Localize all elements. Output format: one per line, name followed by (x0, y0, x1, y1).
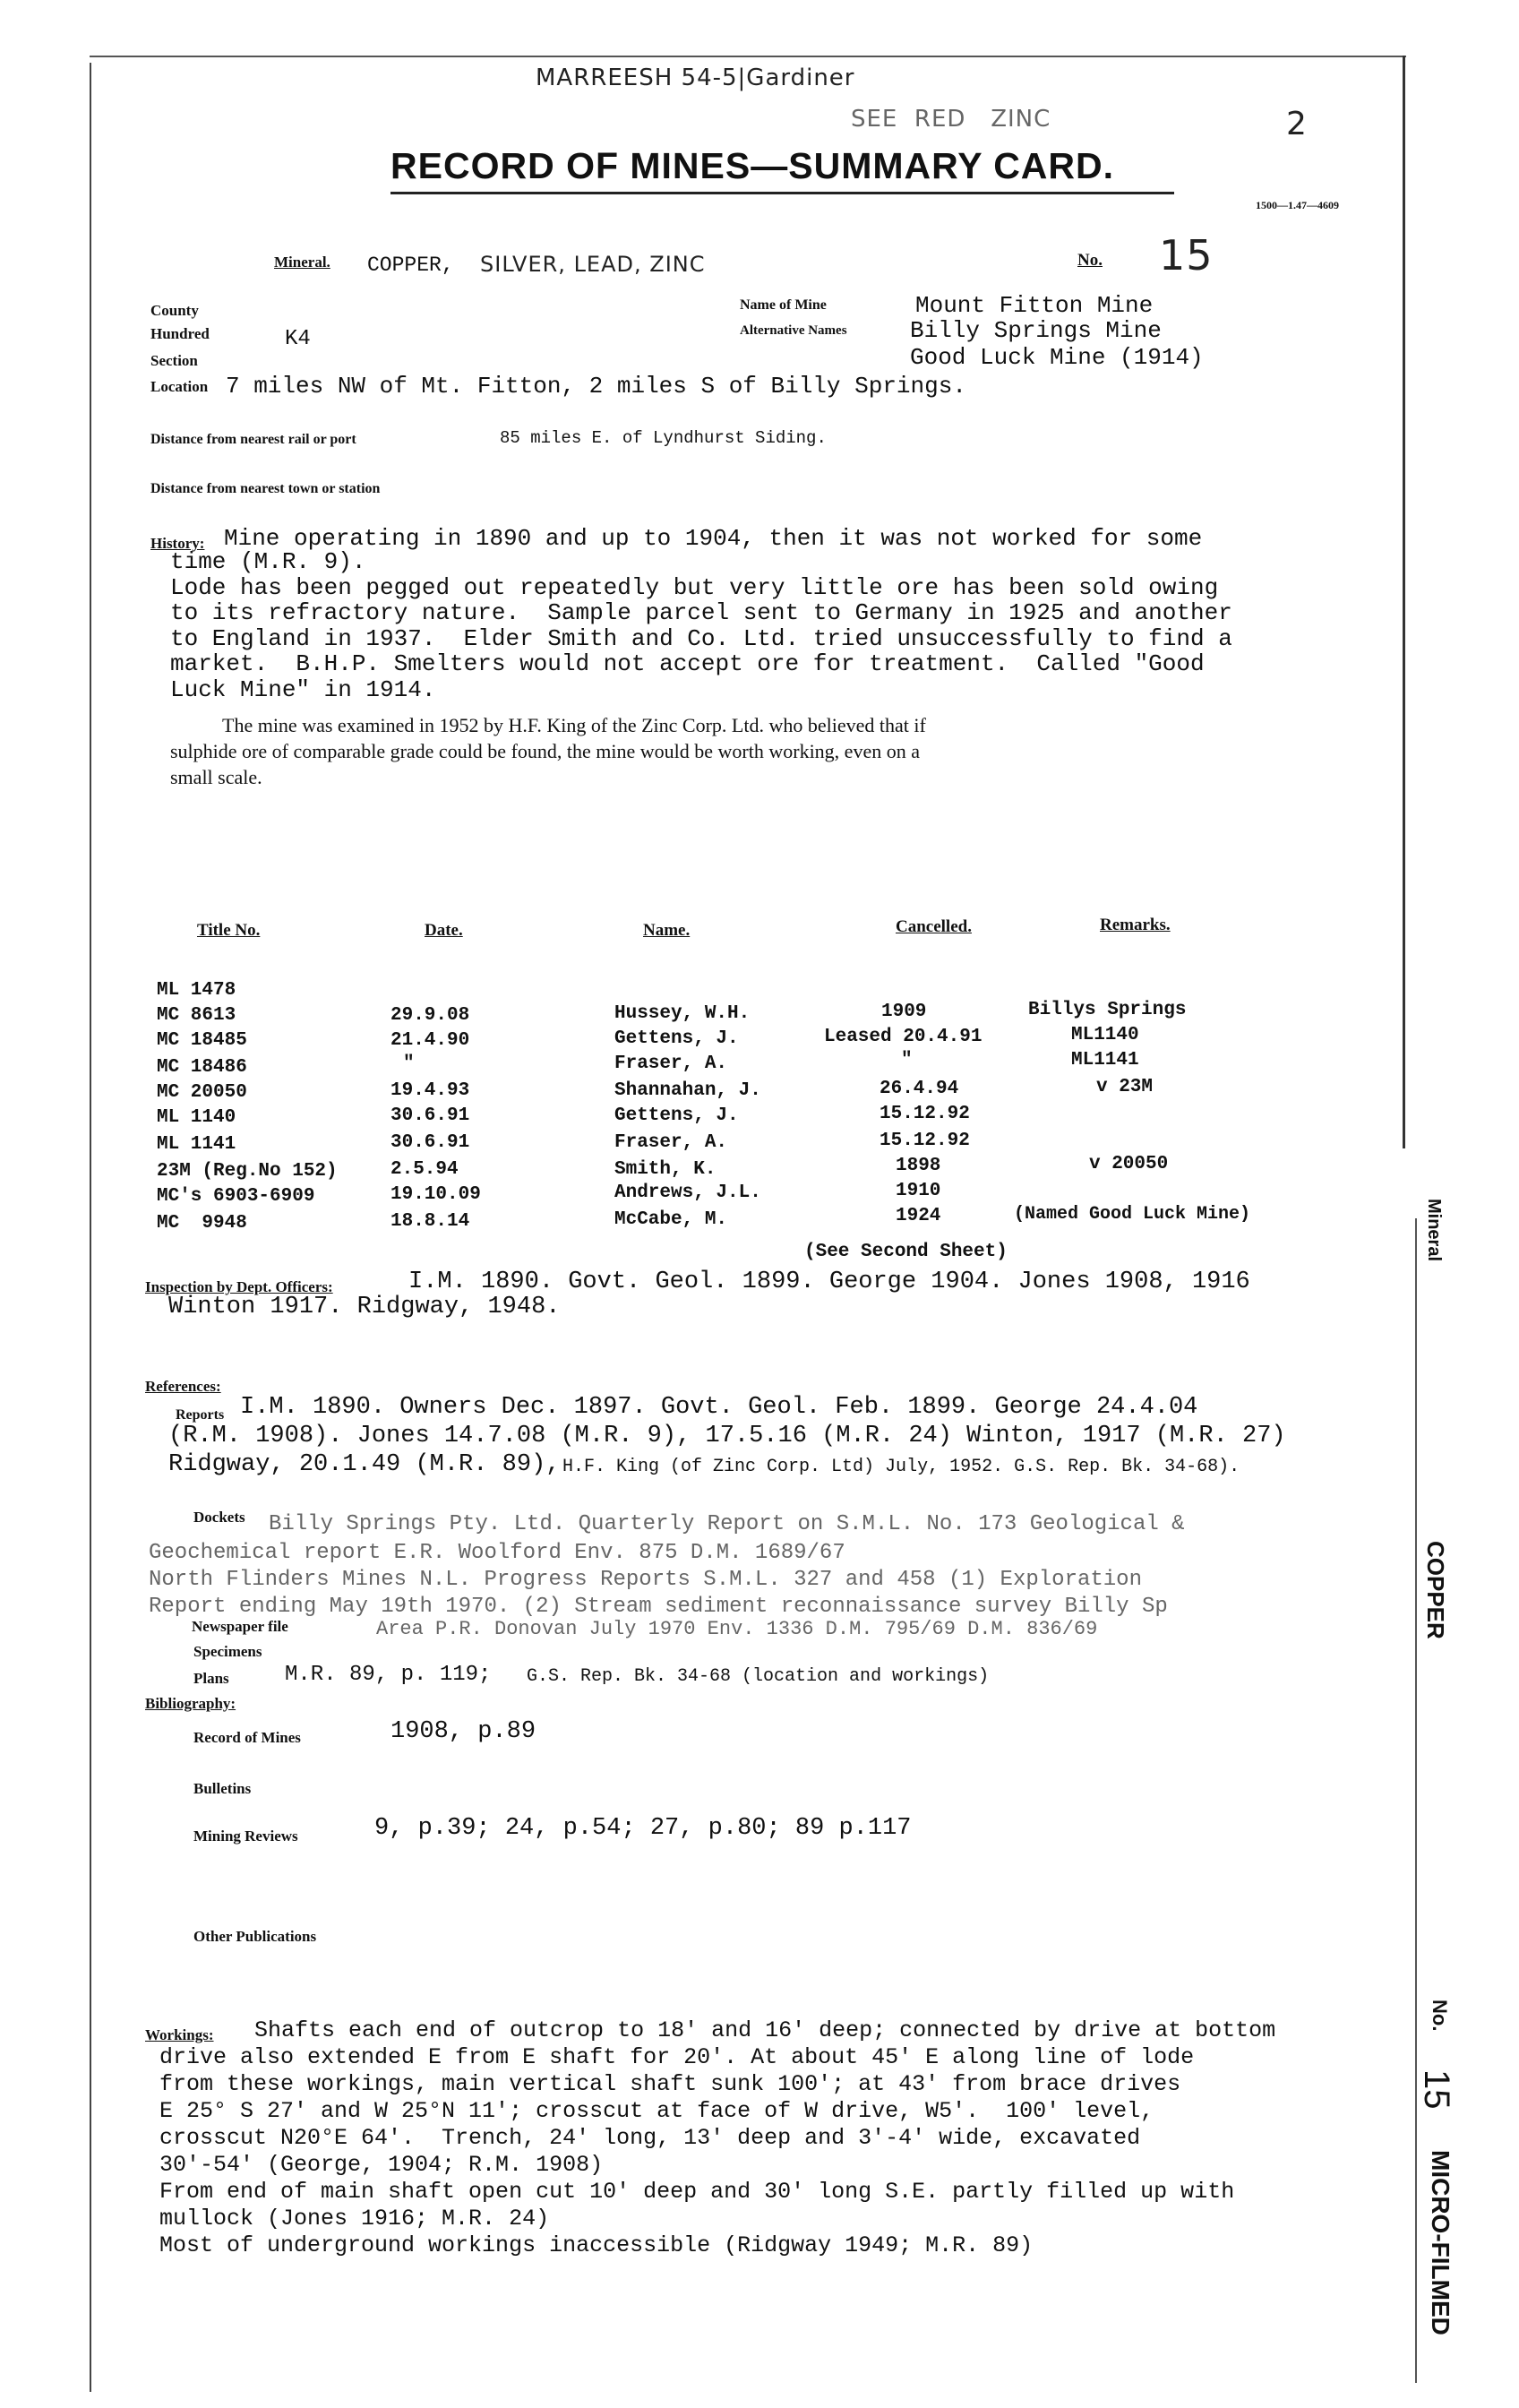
mineral-typed: COPPER, (367, 254, 454, 277)
title-no: MC 18485 (157, 1030, 247, 1051)
hundred-label: Hundred (150, 325, 210, 342)
title-date: 30.6.91 (390, 1105, 470, 1126)
title-name: Gettens, J. (614, 1105, 739, 1126)
reports-label: Reports (176, 1407, 225, 1423)
history-line-5: to England in 1937. Elder Smith and Co. Ltd. tried unsuccessfully to find a (170, 625, 1232, 652)
col-header-name: Name. (643, 921, 691, 940)
title-cancelled: 26.4.94 (880, 1079, 959, 1099)
title-no: MC 9948 (157, 1213, 247, 1234)
inspection-line-2: Winton 1917. Ridgway, 1948. (168, 1294, 561, 1320)
title-date: 18.8.14 (390, 1211, 470, 1232)
plans-label: Plans (193, 1670, 229, 1687)
title-no: ML 1140 (157, 1107, 236, 1128)
alternative-name-2: Good Luck Mine (1914) (910, 344, 1204, 371)
history-note-2: sulphide ore of comparable grade could be found, the mine would be worth working, even on a (170, 740, 920, 762)
form-code: 1500—1.47—4609 (1256, 199, 1339, 211)
title-date: 21.4.90 (390, 1030, 470, 1051)
title-remarks: Billys Springs (1028, 1000, 1187, 1020)
history-line-4: to its refractory nature. Sample parcel sent to Germany in 1925 and another (170, 599, 1232, 626)
location-value: 7 miles NW of Mt. Fitton, 2 miles S of Billy Springs. (226, 373, 966, 400)
title-cancelled: 15.12.92 (880, 1131, 970, 1151)
title-name: Shannahan, J. (614, 1080, 761, 1101)
title-name: Andrews, J.L. (614, 1182, 761, 1203)
alternative-name-1: Billy Springs Mine (910, 317, 1162, 344)
history-label: History: (150, 535, 205, 552)
handwritten-number: 2 (1286, 106, 1308, 142)
plans-value-b: G.S. Rep. Bk. 34-68 (location and workings) (527, 1666, 990, 1687)
side-tab-microfilmed: MICRO-FILMED (1427, 2150, 1455, 2335)
title-cancelled: 1924 (896, 1206, 941, 1226)
title-no: 23M (Reg.No 152) (157, 1161, 338, 1182)
dockets-line-5: Area P.R. Donovan July 1970 Env. 1336 D.M. 795/69 D.M. 836/69 (376, 1618, 1098, 1640)
card-border-left (90, 63, 91, 2392)
page-title: RECORD OF MINES—SUMMARY CARD. (390, 145, 1115, 186)
hundred-value: K4 (285, 327, 311, 351)
dockets-line-4: Report ending May 19th 1970. (2) Stream sediment reconnaissance survey Billy Sp (149, 1595, 1168, 1619)
title-remarks: ML1140 (1071, 1025, 1139, 1045)
title-cancelled: 15.12.92 (880, 1104, 970, 1124)
bulletins-label: Bulletins (193, 1780, 252, 1797)
card-border-top (90, 56, 1406, 57)
title-name: McCabe, M. (614, 1209, 728, 1230)
title-no: MC 18486 (157, 1057, 247, 1078)
title-name: Smith, K. (614, 1159, 717, 1180)
county-label: County (150, 302, 199, 319)
specimens-label: Specimens (193, 1643, 262, 1660)
number-label: No. (1077, 251, 1103, 270)
title-remarks: (Named Good Luck Mine) (1014, 1204, 1251, 1225)
mining-reviews-label: Mining Reviews (193, 1828, 298, 1845)
workings-label: Workings: (145, 2026, 214, 2043)
record-of-mines-value: 1908, p.89 (390, 1718, 536, 1745)
col-header-cancelled: Cancelled. (896, 917, 972, 936)
mine-name-value: Mount Fitton Mine (915, 292, 1154, 319)
history-line-3: Lode has been pegged out repeatedly but very little ore has been sold owing (170, 574, 1219, 601)
title-date: 19.10.09 (390, 1184, 481, 1205)
title-remarks: v 23M (1096, 1077, 1154, 1097)
reports-line-3b: H.F. King (of Zinc Corp. Ltd) July, 1952. G.S. Rep. Bk. 34-68). (562, 1457, 1240, 1477)
dockets-line-3: North Flinders Mines N.L. Progress Reports S.M.L. 327 and 458 (1) Exploration (149, 1568, 1142, 1592)
workings-line-5: crosscut N20°E 64'. Trench, 24' long, 13' deep and 3'-4' wide, excavated (159, 2125, 1141, 2151)
reports-line-2: (R.M. 1908). Jones 14.7.08 (M.R. 9), 17.5.16 (M.R. 24) Winton, 1917 (M.R. 27) (168, 1423, 1286, 1449)
references-label: References: (145, 1378, 221, 1395)
workings-line-1: Shafts each end of outcrop to 18' and 16' deep; connected by drive at bottom (254, 2017, 1276, 2043)
see-second-sheet: (See Second Sheet) (804, 1242, 1008, 1262)
rail-distance-value: 85 miles E. of Lyndhurst Siding. (500, 428, 827, 448)
other-publications-label: Other Publications (193, 1928, 317, 1945)
inspection-label: Inspection by Dept. Officers: (145, 1278, 333, 1295)
newspaper-file-label: Newspaper file (192, 1618, 288, 1635)
side-tab-no-value: 15 (1417, 2069, 1456, 2110)
title-no: MC 8613 (157, 1005, 236, 1026)
mining-reviews-value: 9, p.39; 24, p.54; 27, p.80; 89 p.117 (374, 1815, 912, 1842)
section-label: Section (150, 352, 198, 369)
reports-line-1: I.M. 1890. Owners Dec. 1897. Govt. Geol. Feb. 1899. George 24.4.04 (240, 1394, 1198, 1421)
title-no: MC 20050 (157, 1082, 247, 1103)
col-header-remarks: Remarks. (1100, 916, 1171, 934)
title-cancelled: Leased 20.4.91 (824, 1027, 983, 1047)
title-remarks: ML1141 (1071, 1050, 1139, 1071)
dockets-line-1: Billy Springs Pty. Ltd. Quarterly Report on S.M.L. No. 173 Geological & (269, 1512, 1185, 1536)
workings-line-2: drive also extended E from E shaft for 20'. At about 45' E along line of lode (159, 2044, 1195, 2070)
record-of-mines-label: Record of Mines (193, 1729, 301, 1746)
history-note-1: The mine was examined in 1952 by H.F. King of the Zinc Corp. Ltd. who believed that if (222, 714, 926, 736)
title-date: 2.5.94 (390, 1159, 459, 1180)
title-name: Hussey, W.H. (614, 1003, 751, 1024)
workings-line-8: mullock (Jones 1916; M.R. 24) (159, 2206, 550, 2232)
rail-distance-label: Distance from nearest rail or port (150, 432, 356, 447)
title-no: MC's 6903-6909 (157, 1186, 315, 1207)
handwritten-note: SEE RED ZINC (851, 106, 1051, 133)
title-no: ML 1478 (157, 980, 236, 1001)
dockets-label: Dockets (193, 1509, 245, 1526)
title-remarks: v 20050 (1089, 1154, 1169, 1174)
mineral-handwritten: SILVER, LEAD, ZINC (480, 252, 706, 277)
col-header-date: Date. (425, 921, 463, 940)
history-note-3: small scale. (170, 766, 262, 788)
workings-line-7: From end of main shaft open cut 10' deep and 30' long S.E. partly filled up with (159, 2179, 1235, 2205)
workings-line-6: 30'-54' (George, 1904; R.M. 1908) (159, 2152, 604, 2178)
title-underline (390, 192, 1174, 194)
history-line-1: Mine operating in 1890 and up to 1904, then it was not worked for some (224, 525, 1203, 552)
side-tab-copper: COPPER (1422, 1541, 1449, 1639)
mineral-label: Mineral. (274, 254, 330, 271)
history-line-7: Luck Mine" in 1914. (170, 676, 436, 703)
title-name: Fraser, A. (614, 1054, 728, 1074)
number-value: 15 (1159, 231, 1214, 280)
card-border-right (1403, 56, 1405, 1148)
title-date: " (403, 1054, 415, 1074)
title-cancelled: 1910 (896, 1181, 941, 1201)
workings-line-9: Most of underground workings inaccessible (Ridgway 1949; M.R. 89) (159, 2232, 1034, 2258)
location-label: Location (150, 378, 209, 395)
history-line-6: market. B.H.P. Smelters would not accept ore for treatment. Called "Good (170, 650, 1205, 677)
title-no: ML 1141 (157, 1134, 236, 1155)
handwritten-reference: MARREESH 54-5|Gardiner (536, 64, 855, 91)
workings-line-3: from these workings, main vertical shaft sunk 100'; at 43' from brace drives (159, 2071, 1181, 2097)
title-date: 30.6.91 (390, 1132, 470, 1153)
title-date: 29.9.08 (390, 1005, 470, 1026)
town-distance-label: Distance from nearest town or station (150, 481, 381, 496)
mine-name-label: Name of Mine (740, 297, 827, 313)
col-header-title-no: Title No. (197, 921, 261, 940)
alternative-names-label: Alternative Names (740, 323, 847, 338)
plans-value-a: M.R. 89, p. 119; (285, 1663, 492, 1687)
workings-line-4: E 25° S 27' and W 25°N 11'; crosscut at face of W drive, W5'. 100' level, (159, 2098, 1154, 2124)
card-border-right-lower (1415, 1218, 1417, 2383)
title-name: Gettens, J. (614, 1028, 739, 1049)
reports-line-3a: Ridgway, 20.1.49 (M.R. 89), (168, 1451, 561, 1478)
inspection-line-1: I.M. 1890. Govt. Geol. 1899. George 1904. Jones 1908, 1916 (408, 1268, 1250, 1295)
title-cancelled: " (901, 1050, 913, 1071)
title-cancelled: 1909 (881, 1002, 927, 1022)
side-tab-no: No. (1429, 2000, 1451, 2032)
bibliography-label: Bibliography: (145, 1695, 236, 1712)
side-tab-mineral: Mineral (1424, 1199, 1444, 1262)
title-name: Fraser, A. (614, 1132, 728, 1153)
history-line-2: time (M.R. 9). (170, 548, 366, 575)
title-date: 19.4.93 (390, 1080, 470, 1101)
title-cancelled: 1898 (896, 1156, 941, 1176)
dockets-line-2: Geochemical report E.R. Woolford Env. 875 D.M. 1689/67 (149, 1541, 845, 1565)
